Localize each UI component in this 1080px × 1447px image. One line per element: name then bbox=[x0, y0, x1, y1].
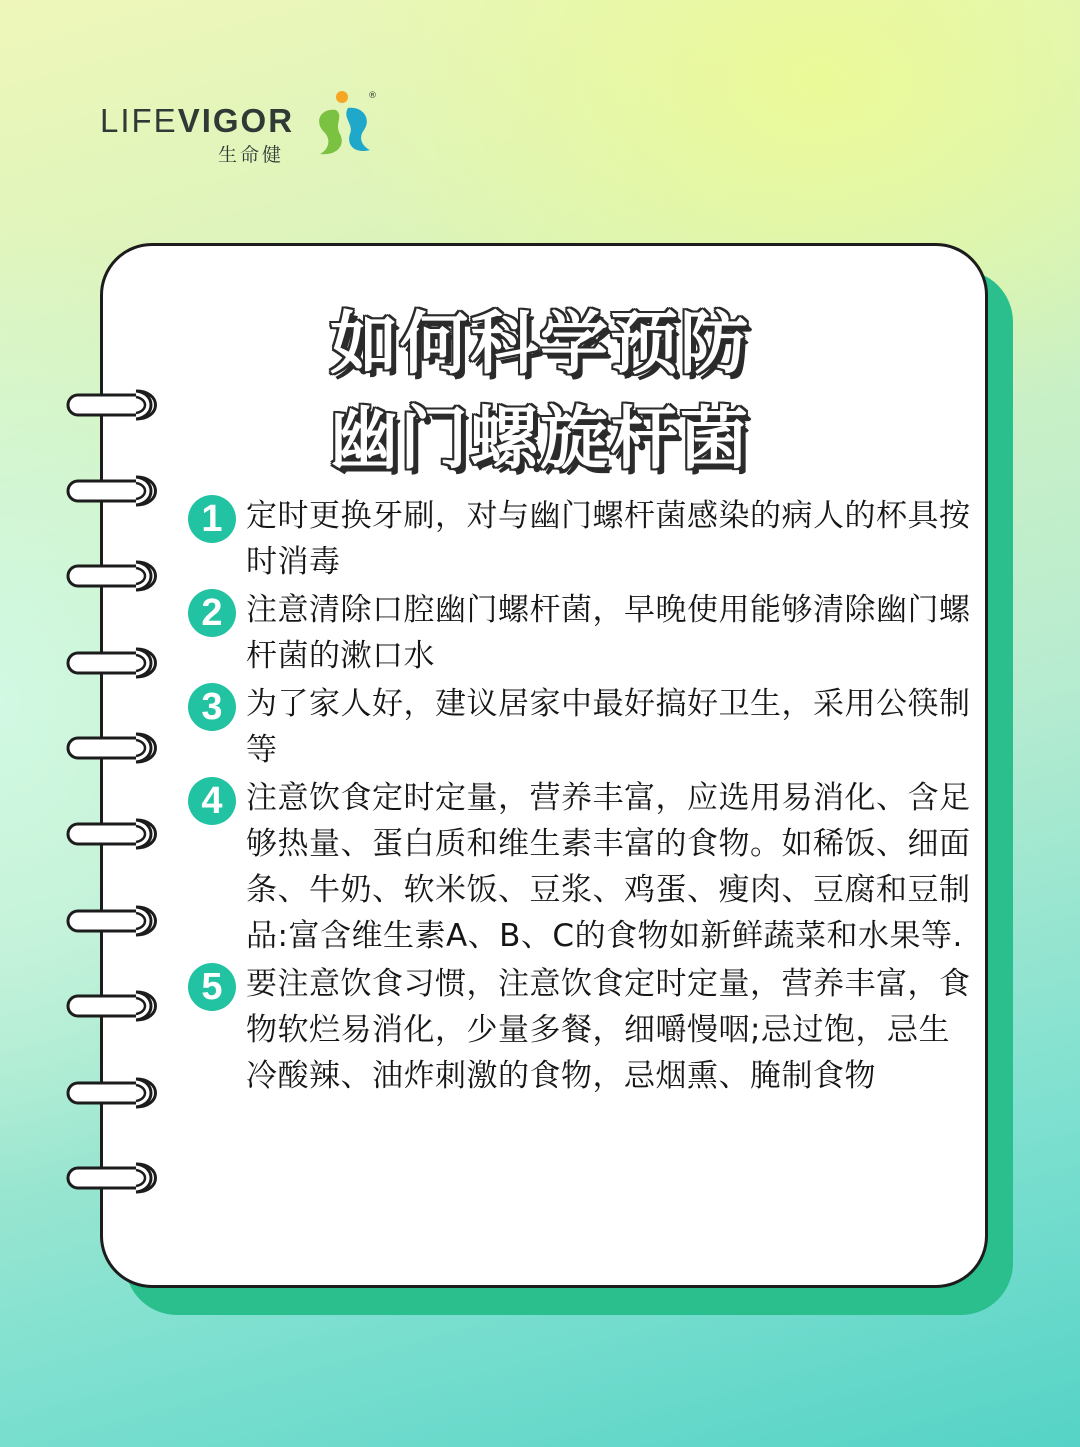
number-badge: 1 bbox=[188, 495, 236, 543]
brand-logo bbox=[100, 88, 380, 168]
logo-word-life: LIFE bbox=[100, 102, 178, 139]
binding-ring-icon bbox=[66, 730, 166, 766]
tip-text: 注意清除口腔幽门螺杆菌，早晚使用能够清除幽门螺杆菌的漱口水 bbox=[246, 592, 971, 674]
page-title-line-2: 幽门螺旋杆菌 bbox=[329, 400, 750, 479]
tip-text: 为了家人好，建议居家中最好搞好卫生，采用公筷制等 bbox=[246, 686, 971, 768]
tip-text: 注意饮食定时定量，营养丰富，应选用易消化、含足够热量、蛋白质和维生素丰富的食物。如稀饭、细面条、牛奶、软米饭、豆浆、鸡蛋、瘦肉、豆腐和豆制品:富含维生素A、B、C的食物如新鲜蔬菜和水果等. bbox=[246, 780, 971, 954]
list-item bbox=[188, 775, 978, 959]
binding-ring-icon bbox=[66, 558, 166, 594]
number-badge: 3 bbox=[188, 683, 236, 731]
tips-list bbox=[188, 493, 978, 1101]
list-item bbox=[188, 587, 978, 679]
tip-text: 要注意饮食习惯，注意饮食定时定量，营养丰富，食物软烂易消化，少量多餐，细嚼慢咽;忌过饱，忌生冷酸辣、油炸刺激的食物，忌烟熏、腌制食物 bbox=[246, 966, 971, 1094]
list-item bbox=[188, 961, 978, 1099]
tip-text: 定时更换牙刷，对与幽门螺杆菌感染的病人的杯具按时消毒 bbox=[246, 498, 971, 580]
logo-subtitle: 生命健 bbox=[218, 144, 285, 166]
binding-ring-icon bbox=[66, 645, 166, 681]
logo-word-vigor: VIGOR bbox=[177, 102, 295, 139]
list-item bbox=[188, 681, 978, 773]
number-badge: 4 bbox=[188, 777, 236, 825]
binding-ring-icon bbox=[66, 816, 166, 852]
binding-ring-icon bbox=[66, 387, 166, 423]
registered-mark: ® bbox=[368, 91, 377, 101]
number-badge: 5 bbox=[188, 963, 236, 1011]
binding-ring-icon bbox=[66, 988, 166, 1024]
number-badge: 2 bbox=[188, 589, 236, 637]
binding-ring-icon bbox=[66, 1160, 166, 1196]
logo-mark-icon bbox=[306, 88, 380, 162]
binding-ring-icon bbox=[66, 473, 166, 509]
page-title-line-1: 如何科学预防 bbox=[329, 305, 750, 384]
logo-wordmark bbox=[100, 102, 294, 140]
list-item bbox=[188, 493, 978, 585]
binding-ring-icon bbox=[66, 903, 166, 939]
binding-ring-icon bbox=[66, 1075, 166, 1111]
